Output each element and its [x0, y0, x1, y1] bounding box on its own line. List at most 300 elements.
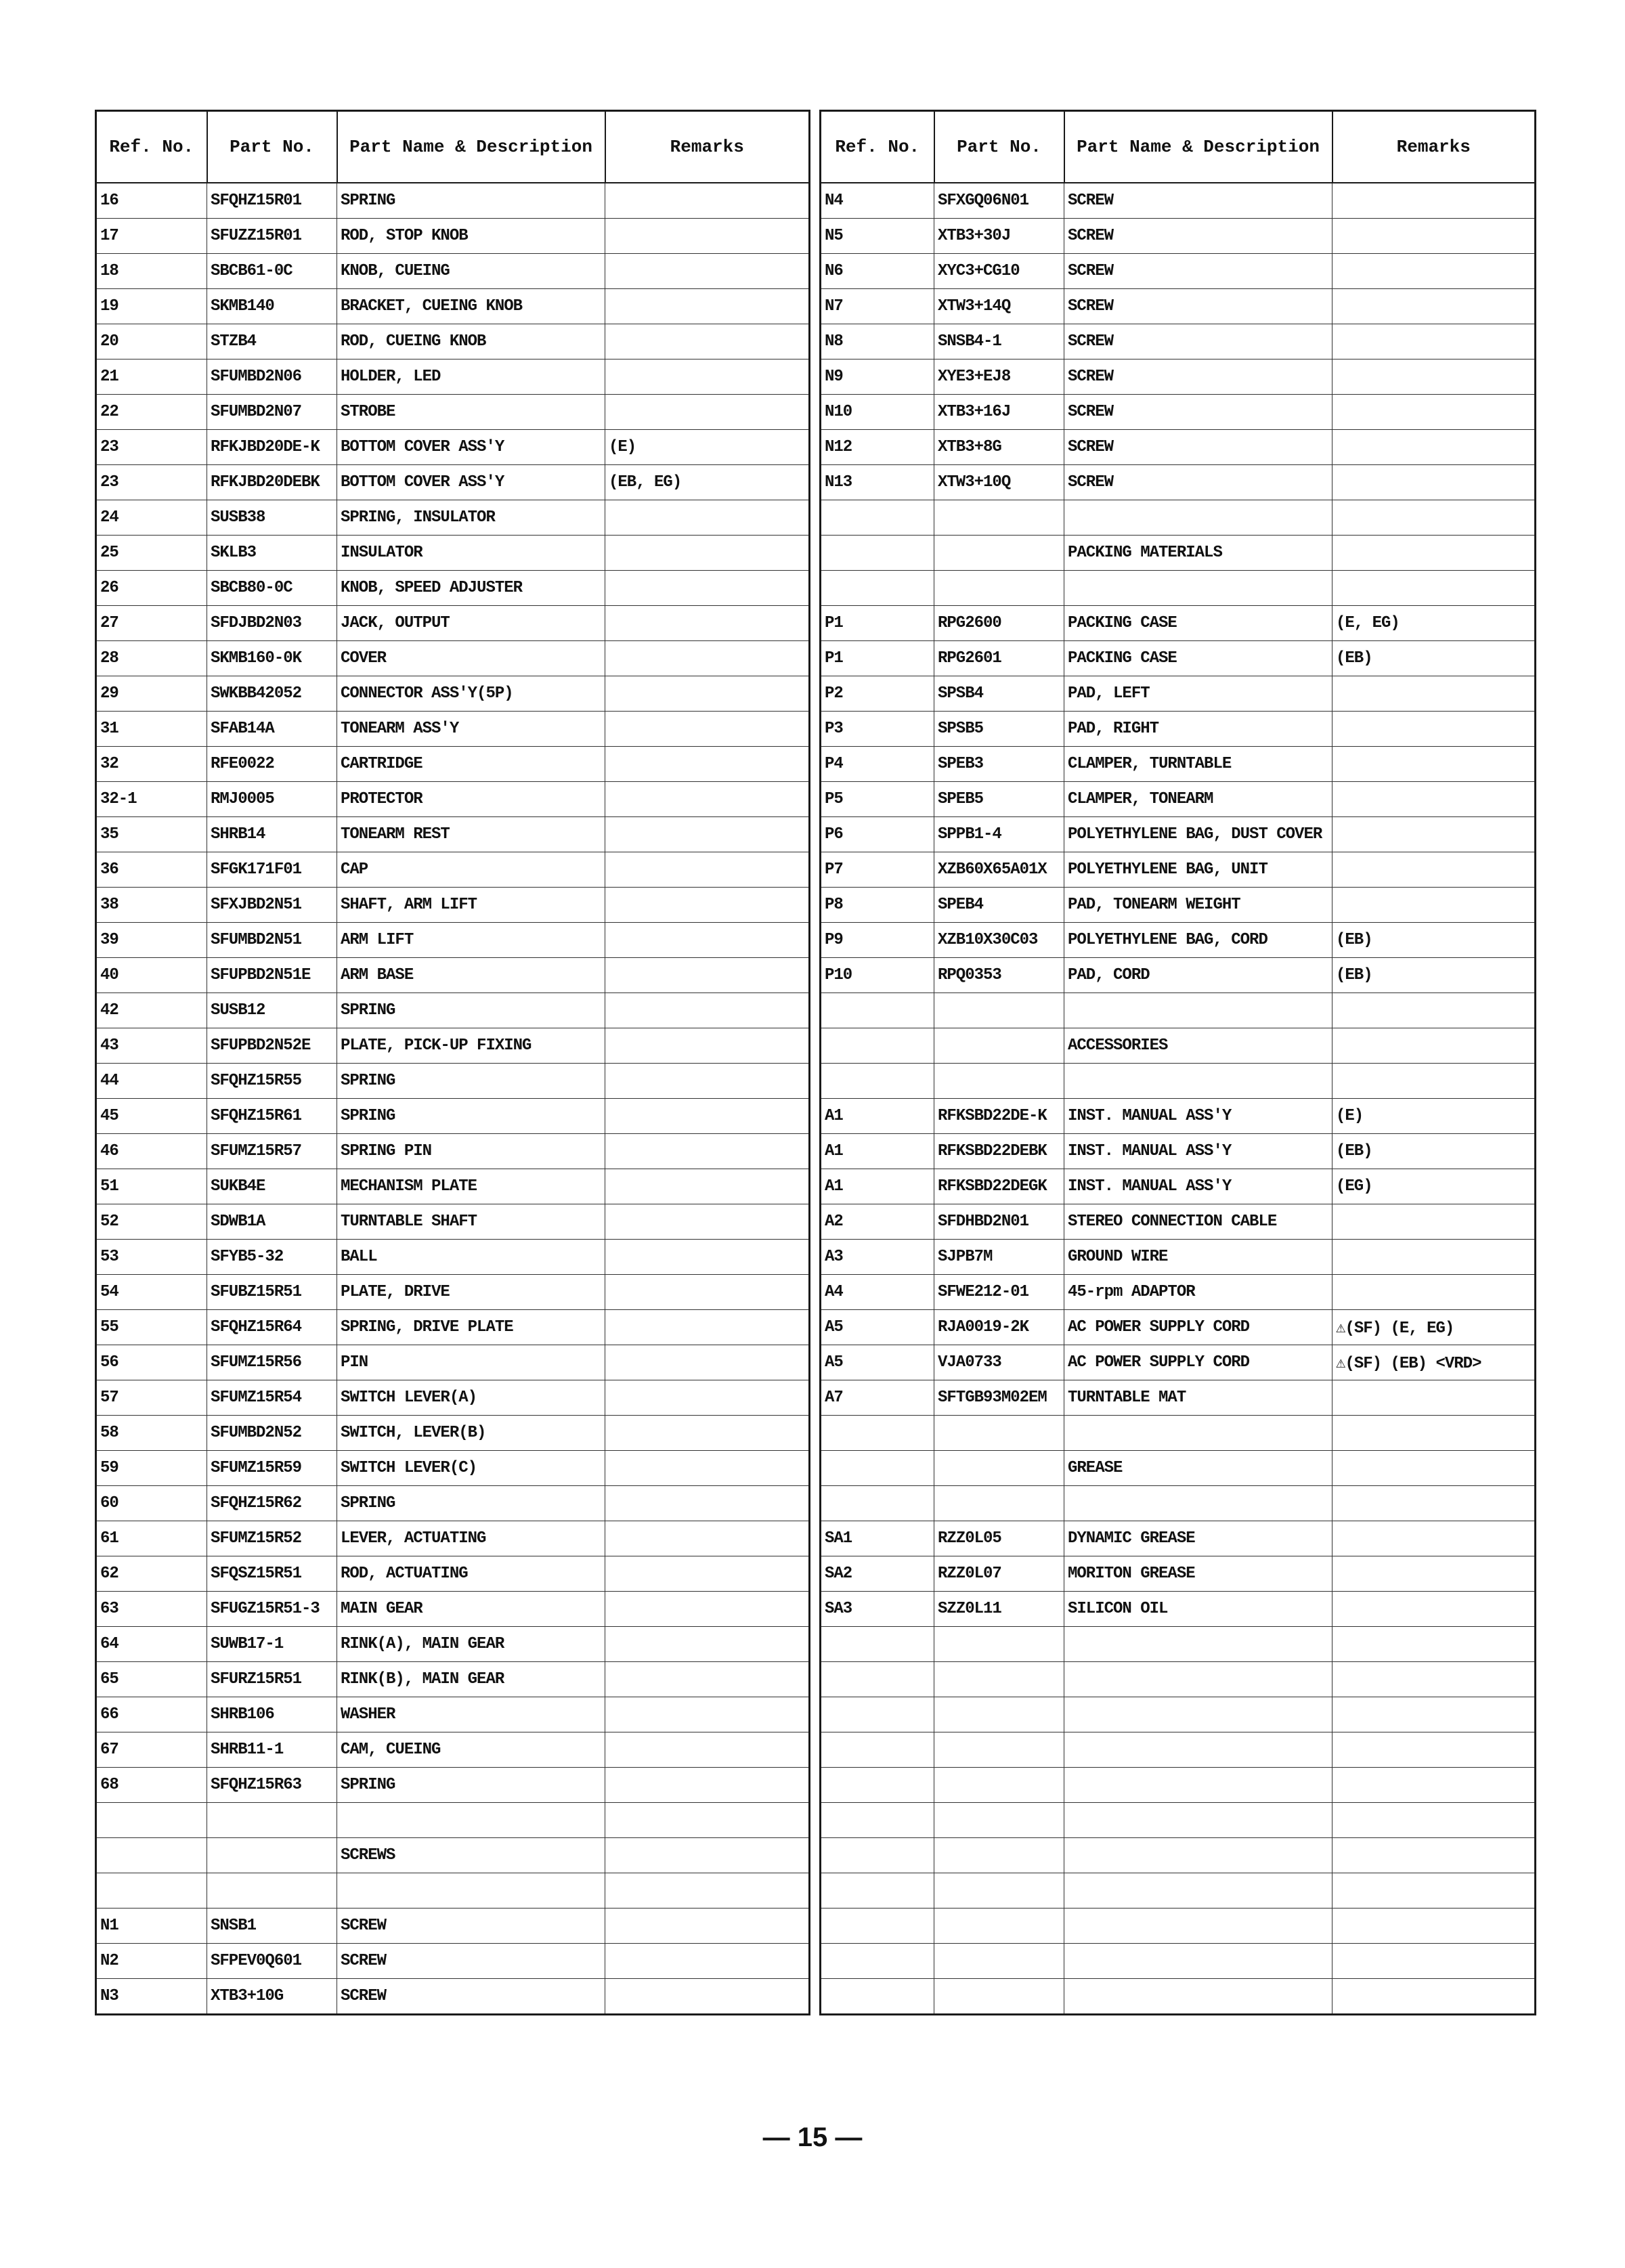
part-no-cell: SFQHZ15R63	[207, 1768, 337, 1803]
remarks-cell	[1332, 782, 1536, 817]
ref-no-cell: 40	[96, 958, 207, 993]
ref-no-cell	[821, 1028, 934, 1064]
table-row	[821, 289, 1536, 324]
ref-no-cell	[821, 500, 934, 536]
description-cell: SCREW	[1064, 430, 1332, 465]
remarks-cell: ⚠(SF) (E, EG)	[1332, 1310, 1536, 1345]
table-row	[821, 852, 1536, 888]
ref-no-cell: P10	[821, 958, 934, 993]
remarks-cell	[605, 1345, 810, 1380]
table-row	[96, 1064, 810, 1099]
remarks-cell	[605, 676, 810, 712]
ref-no-cell: SA2	[821, 1556, 934, 1592]
remarks-cell	[1332, 1592, 1536, 1627]
description-cell: INST. MANUAL ASS'Y	[1064, 1099, 1332, 1134]
table-row	[96, 1240, 810, 1275]
part-no-cell: SPPB1-4	[934, 817, 1064, 852]
ref-no-cell: N9	[821, 359, 934, 395]
ref-no-cell	[821, 1064, 934, 1099]
remarks-cell	[605, 712, 810, 747]
description-cell	[1064, 571, 1332, 606]
description-cell: PAD, TONEARM WEIGHT	[1064, 888, 1332, 923]
remarks-cell: (EB, EG)	[605, 465, 810, 500]
part-no-cell	[934, 1803, 1064, 1838]
description-cell: SPRING	[337, 993, 605, 1028]
remarks-cell	[1332, 1064, 1536, 1099]
remarks-cell	[605, 1310, 810, 1345]
ref-no-cell	[821, 1451, 934, 1486]
ref-no-cell: 42	[96, 993, 207, 1028]
table-row	[96, 1592, 810, 1627]
ref-no-cell: 39	[96, 923, 207, 958]
table-row	[821, 958, 1536, 993]
remarks-cell	[605, 1803, 810, 1838]
description-cell: SCREW	[1064, 289, 1332, 324]
table-row	[96, 923, 810, 958]
table-row	[821, 1838, 1536, 1873]
remarks-cell	[1332, 1697, 1536, 1732]
part-no-cell: SFQHZ15R62	[207, 1486, 337, 1521]
part-no-cell: SFQHZ15R55	[207, 1064, 337, 1099]
remarks-cell: (EB)	[1332, 641, 1536, 676]
part-no-cell: XTW3+14Q	[934, 289, 1064, 324]
ref-no-cell: 35	[96, 817, 207, 852]
remarks-cell	[605, 1627, 810, 1662]
part-no-cell	[934, 993, 1064, 1028]
ref-no-cell: 53	[96, 1240, 207, 1275]
ref-no-cell: 17	[96, 219, 207, 254]
part-no-cell: SKMB160-0K	[207, 641, 337, 676]
description-cell: PAD, CORD	[1064, 958, 1332, 993]
part-no-cell: XZB60X65A01X	[934, 852, 1064, 888]
description-cell: GREASE	[1064, 1451, 1332, 1486]
part-no-cell	[934, 1486, 1064, 1521]
remarks-cell: (E)	[1332, 1099, 1536, 1134]
table-row	[96, 712, 810, 747]
table-row	[96, 1627, 810, 1662]
description-header: Part Name & Description	[1064, 111, 1332, 183]
remarks-cell	[1332, 1028, 1536, 1064]
remarks-cell	[1332, 1909, 1536, 1944]
part-no-cell: SFUMZ15R57	[207, 1134, 337, 1169]
ref-no-cell: 58	[96, 1416, 207, 1451]
description-cell: PAD, RIGHT	[1064, 712, 1332, 747]
remarks-cell	[1332, 1451, 1536, 1486]
ref-no-cell: 38	[96, 888, 207, 923]
remarks-cell	[605, 1380, 810, 1416]
description-cell: RINK(B), MAIN GEAR	[337, 1662, 605, 1697]
table-row	[96, 1099, 810, 1134]
table-row	[821, 888, 1536, 923]
table-row	[821, 1556, 1536, 1592]
part-no-cell: SUSB38	[207, 500, 337, 536]
description-cell: MAIN GEAR	[337, 1592, 605, 1627]
remarks-cell	[605, 1838, 810, 1873]
description-cell: SPRING PIN	[337, 1134, 605, 1169]
description-cell: MORITON GREASE	[1064, 1556, 1332, 1592]
part-no-cell	[934, 1944, 1064, 1979]
table-row	[821, 1909, 1536, 1944]
ref-no-cell: 18	[96, 254, 207, 289]
table-row	[96, 1556, 810, 1592]
table-row	[821, 1944, 1536, 1979]
part-no-cell	[934, 1627, 1064, 1662]
remarks-header: Remarks	[1332, 111, 1536, 183]
description-cell	[1064, 1838, 1332, 1873]
description-cell: HOLDER, LED	[337, 359, 605, 395]
remarks-cell: (EG)	[1332, 1169, 1536, 1204]
table-row	[96, 1134, 810, 1169]
remarks-cell	[1332, 183, 1536, 219]
remarks-cell	[605, 958, 810, 993]
description-cell	[1064, 1909, 1332, 1944]
ref-no-cell: A1	[821, 1099, 934, 1134]
ref-no-cell: P5	[821, 782, 934, 817]
description-cell: KNOB, CUEING	[337, 254, 605, 289]
description-cell: ROD, STOP KNOB	[337, 219, 605, 254]
part-no-cell: SFXJBD2N51	[207, 888, 337, 923]
table-row	[96, 1451, 810, 1486]
description-cell: PROTECTOR	[337, 782, 605, 817]
remarks-cell: (EB)	[1332, 958, 1536, 993]
remarks-cell	[1332, 1627, 1536, 1662]
remarks-cell: (EB)	[1332, 1134, 1536, 1169]
table-row	[96, 1873, 810, 1909]
ref-no-cell: 63	[96, 1592, 207, 1627]
part-no-cell: RZZ0L07	[934, 1556, 1064, 1592]
remarks-cell	[605, 993, 810, 1028]
part-no-cell: SFQSZ15R51	[207, 1556, 337, 1592]
remarks-cell	[605, 641, 810, 676]
remarks-cell	[605, 606, 810, 641]
table-row	[821, 1240, 1536, 1275]
remarks-cell	[605, 1028, 810, 1064]
ref-no-cell: 67	[96, 1732, 207, 1768]
table-row	[821, 500, 1536, 536]
table-row	[96, 324, 810, 359]
ref-no-cell: 32	[96, 747, 207, 782]
remarks-cell	[1332, 1521, 1536, 1556]
part-no-cell: SFYB5-32	[207, 1240, 337, 1275]
table-row	[821, 183, 1536, 219]
description-cell: AC POWER SUPPLY CORD	[1064, 1310, 1332, 1345]
table-row	[821, 536, 1536, 571]
part-no-cell	[934, 1697, 1064, 1732]
part-no-cell: STZB4	[207, 324, 337, 359]
description-cell: SCREW	[1064, 324, 1332, 359]
table-row	[96, 430, 810, 465]
ref-no-cell: N3	[96, 1979, 207, 2015]
table-row	[821, 676, 1536, 712]
remarks-cell	[1332, 219, 1536, 254]
header-row	[821, 111, 1536, 183]
table-row	[96, 465, 810, 500]
part-no-cell: RJA0019-2K	[934, 1310, 1064, 1345]
ref-no-cell: 28	[96, 641, 207, 676]
table-row	[96, 1979, 810, 2015]
description-cell: SCREW	[1064, 395, 1332, 430]
remarks-cell	[605, 1451, 810, 1486]
parts-table-right	[819, 110, 1536, 2015]
part-no-cell: RFKJBD20DEBK	[207, 465, 337, 500]
description-header: Part Name & Description	[337, 111, 605, 183]
ref-no-cell: SA3	[821, 1592, 934, 1627]
ref-no-cell: 31	[96, 712, 207, 747]
remarks-cell	[1332, 430, 1536, 465]
remarks-cell	[605, 395, 810, 430]
part-no-cell: SFUMBD2N06	[207, 359, 337, 395]
part-no-cell	[934, 1838, 1064, 1873]
ref-no-cell	[821, 1979, 934, 2015]
part-no-cell: SFUMZ15R59	[207, 1451, 337, 1486]
ref-no-cell: 56	[96, 1345, 207, 1380]
description-cell: SPRING	[337, 1768, 605, 1803]
description-cell: ROD, ACTUATING	[337, 1556, 605, 1592]
remarks-cell	[1332, 1803, 1536, 1838]
remarks-cell	[1332, 1486, 1536, 1521]
remarks-cell	[605, 359, 810, 395]
description-cell: SCREW	[337, 1979, 605, 2015]
part-no-cell	[934, 1768, 1064, 1803]
ref-no-cell: 60	[96, 1486, 207, 1521]
table-row	[821, 571, 1536, 606]
table-row	[96, 1028, 810, 1064]
remarks-cell	[605, 1909, 810, 1944]
description-cell: COVER	[337, 641, 605, 676]
part-no-cell: SBCB61-0C	[207, 254, 337, 289]
ref-no-cell: P1	[821, 641, 934, 676]
table-row	[821, 1416, 1536, 1451]
part-no-cell: SPEB5	[934, 782, 1064, 817]
remarks-cell	[605, 1486, 810, 1521]
ref-no-cell: N2	[96, 1944, 207, 1979]
table-row	[821, 1451, 1536, 1486]
remarks-cell	[1332, 324, 1536, 359]
table-row	[821, 395, 1536, 430]
table-row	[96, 1838, 810, 1873]
ref-no-header: Ref. No.	[821, 111, 934, 183]
part-no-cell: SFTGB93M02EM	[934, 1380, 1064, 1416]
ref-no-cell: 68	[96, 1768, 207, 1803]
part-no-cell: SFPEV0Q601	[207, 1944, 337, 1979]
ref-no-cell	[821, 1768, 934, 1803]
description-cell: STROBE	[337, 395, 605, 430]
remarks-cell	[605, 1662, 810, 1697]
description-cell	[1064, 500, 1332, 536]
remarks-cell	[605, 183, 810, 219]
table-row	[821, 1134, 1536, 1169]
part-no-cell: SFAB14A	[207, 712, 337, 747]
description-cell	[337, 1873, 605, 1909]
part-no-cell: VJA0733	[934, 1345, 1064, 1380]
description-cell: BOTTOM COVER ASS'Y	[337, 465, 605, 500]
table-row	[96, 1275, 810, 1310]
table-row	[96, 219, 810, 254]
part-no-cell: XTB3+8G	[934, 430, 1064, 465]
description-cell: PAD, LEFT	[1064, 676, 1332, 712]
part-no-cell: SFQHZ15R01	[207, 183, 337, 219]
part-no-cell	[934, 1873, 1064, 1909]
description-cell: ACCESSORIES	[1064, 1028, 1332, 1064]
table-row	[821, 641, 1536, 676]
description-cell: PLATE, PICK-UP FIXING	[337, 1028, 605, 1064]
remarks-cell	[1332, 817, 1536, 852]
table-row	[821, 1768, 1536, 1803]
table-row	[821, 1873, 1536, 1909]
table-row	[96, 1909, 810, 1944]
description-cell: POLYETHYLENE BAG, UNIT	[1064, 852, 1332, 888]
description-cell: SPRING	[337, 183, 605, 219]
description-cell: POLYETHYLENE BAG, CORD	[1064, 923, 1332, 958]
ref-no-cell	[821, 1486, 934, 1521]
ref-no-cell: 52	[96, 1204, 207, 1240]
description-cell	[1064, 1768, 1332, 1803]
description-cell: INSULATOR	[337, 536, 605, 571]
remarks-cell	[1332, 888, 1536, 923]
ref-no-cell: 21	[96, 359, 207, 395]
remarks-cell: (E)	[605, 430, 810, 465]
remarks-cell	[1332, 1838, 1536, 1873]
page-number: — 15 —	[762, 2122, 863, 2152]
table-row	[96, 1662, 810, 1697]
description-cell: PLATE, DRIVE	[337, 1275, 605, 1310]
table-row	[821, 1979, 1536, 2015]
remarks-cell	[1332, 1240, 1536, 1275]
description-cell: PACKING MATERIALS	[1064, 536, 1332, 571]
ref-no-cell: P2	[821, 676, 934, 712]
ref-no-cell	[821, 536, 934, 571]
header-row	[96, 111, 810, 183]
remarks-cell	[605, 747, 810, 782]
ref-no-cell: 54	[96, 1275, 207, 1310]
remarks-cell	[1332, 1873, 1536, 1909]
description-cell: BRACKET, CUEING KNOB	[337, 289, 605, 324]
part-no-cell: SUSB12	[207, 993, 337, 1028]
ref-no-cell: N13	[821, 465, 934, 500]
description-cell: PACKING CASE	[1064, 606, 1332, 641]
remarks-cell: ⚠(SF) (EB) <VRD>	[1332, 1345, 1536, 1380]
table-row	[96, 1521, 810, 1556]
part-no-cell: XTB3+16J	[934, 395, 1064, 430]
table-row	[821, 324, 1536, 359]
ref-no-cell: 16	[96, 183, 207, 219]
description-cell: STEREO CONNECTION CABLE	[1064, 1204, 1332, 1240]
description-cell: ROD, CUEING KNOB	[337, 324, 605, 359]
description-cell: PACKING CASE	[1064, 641, 1332, 676]
table-row	[96, 817, 810, 852]
part-no-cell	[207, 1803, 337, 1838]
ref-no-cell: N4	[821, 183, 934, 219]
table-row	[96, 1416, 810, 1451]
part-no-cell: SUKB4E	[207, 1169, 337, 1204]
description-cell: DYNAMIC GREASE	[1064, 1521, 1332, 1556]
table-row	[821, 465, 1536, 500]
description-cell: SCREW	[1064, 219, 1332, 254]
ref-no-cell: 20	[96, 324, 207, 359]
description-cell: SCREW	[337, 1909, 605, 1944]
part-no-cell: SKLB3	[207, 536, 337, 571]
description-cell	[1064, 1873, 1332, 1909]
description-cell: PIN	[337, 1345, 605, 1380]
description-cell: SCREW	[1064, 183, 1332, 219]
part-no-cell: SPEB4	[934, 888, 1064, 923]
table-row	[821, 1064, 1536, 1099]
ref-no-cell: P6	[821, 817, 934, 852]
remarks-header: Remarks	[605, 111, 810, 183]
description-cell: TURNTABLE MAT	[1064, 1380, 1332, 1416]
ref-no-cell	[821, 1909, 934, 1944]
remarks-cell	[1332, 1768, 1536, 1803]
remarks-cell	[605, 852, 810, 888]
table-row	[96, 958, 810, 993]
remarks-cell	[605, 536, 810, 571]
table-row	[821, 1099, 1536, 1134]
ref-no-cell: 55	[96, 1310, 207, 1345]
description-cell	[1064, 1979, 1332, 2015]
ref-no-cell: P4	[821, 747, 934, 782]
part-no-cell: RMJ0005	[207, 782, 337, 817]
part-no-cell: SPSB5	[934, 712, 1064, 747]
table-row	[821, 1204, 1536, 1240]
ref-no-cell: 23	[96, 465, 207, 500]
part-no-cell: SHRB14	[207, 817, 337, 852]
ref-no-cell: A7	[821, 1380, 934, 1416]
table-row	[96, 536, 810, 571]
ref-no-cell: 22	[96, 395, 207, 430]
table-row	[821, 923, 1536, 958]
table-row	[821, 747, 1536, 782]
ref-no-cell: 43	[96, 1028, 207, 1064]
remarks-cell	[1332, 1662, 1536, 1697]
remarks-cell	[605, 888, 810, 923]
part-no-cell: SFXGQ06N01	[934, 183, 1064, 219]
remarks-cell	[1332, 1275, 1536, 1310]
table-row	[96, 852, 810, 888]
table-row	[96, 289, 810, 324]
remarks-cell	[605, 571, 810, 606]
part-no-cell	[934, 536, 1064, 571]
description-cell: SCREW	[1064, 359, 1332, 395]
ref-no-cell: 51	[96, 1169, 207, 1204]
part-no-cell	[934, 1909, 1064, 1944]
table-row	[96, 676, 810, 712]
part-no-cell: SFDJBD2N03	[207, 606, 337, 641]
part-no-cell: SFDHBD2N01	[934, 1204, 1064, 1240]
table-row	[96, 1169, 810, 1204]
ref-no-cell: N5	[821, 219, 934, 254]
remarks-cell	[1332, 1380, 1536, 1416]
description-cell: CARTRIDGE	[337, 747, 605, 782]
table-row	[96, 1803, 810, 1838]
remarks-cell	[1332, 1732, 1536, 1768]
table-row	[821, 1028, 1536, 1064]
ref-no-cell: 46	[96, 1134, 207, 1169]
table-row	[96, 254, 810, 289]
remarks-cell	[605, 1556, 810, 1592]
ref-no-cell	[821, 1627, 934, 1662]
ref-no-cell: P9	[821, 923, 934, 958]
description-cell: SCREW	[1064, 465, 1332, 500]
ref-no-cell: 25	[96, 536, 207, 571]
ref-no-cell: A4	[821, 1275, 934, 1310]
remarks-cell	[605, 219, 810, 254]
remarks-cell	[605, 289, 810, 324]
part-no-cell: SHRB106	[207, 1697, 337, 1732]
description-cell: SWITCH, LEVER(B)	[337, 1416, 605, 1451]
remarks-cell	[605, 1732, 810, 1768]
description-cell: AC POWER SUPPLY CORD	[1064, 1345, 1332, 1380]
description-cell: JACK, OUTPUT	[337, 606, 605, 641]
